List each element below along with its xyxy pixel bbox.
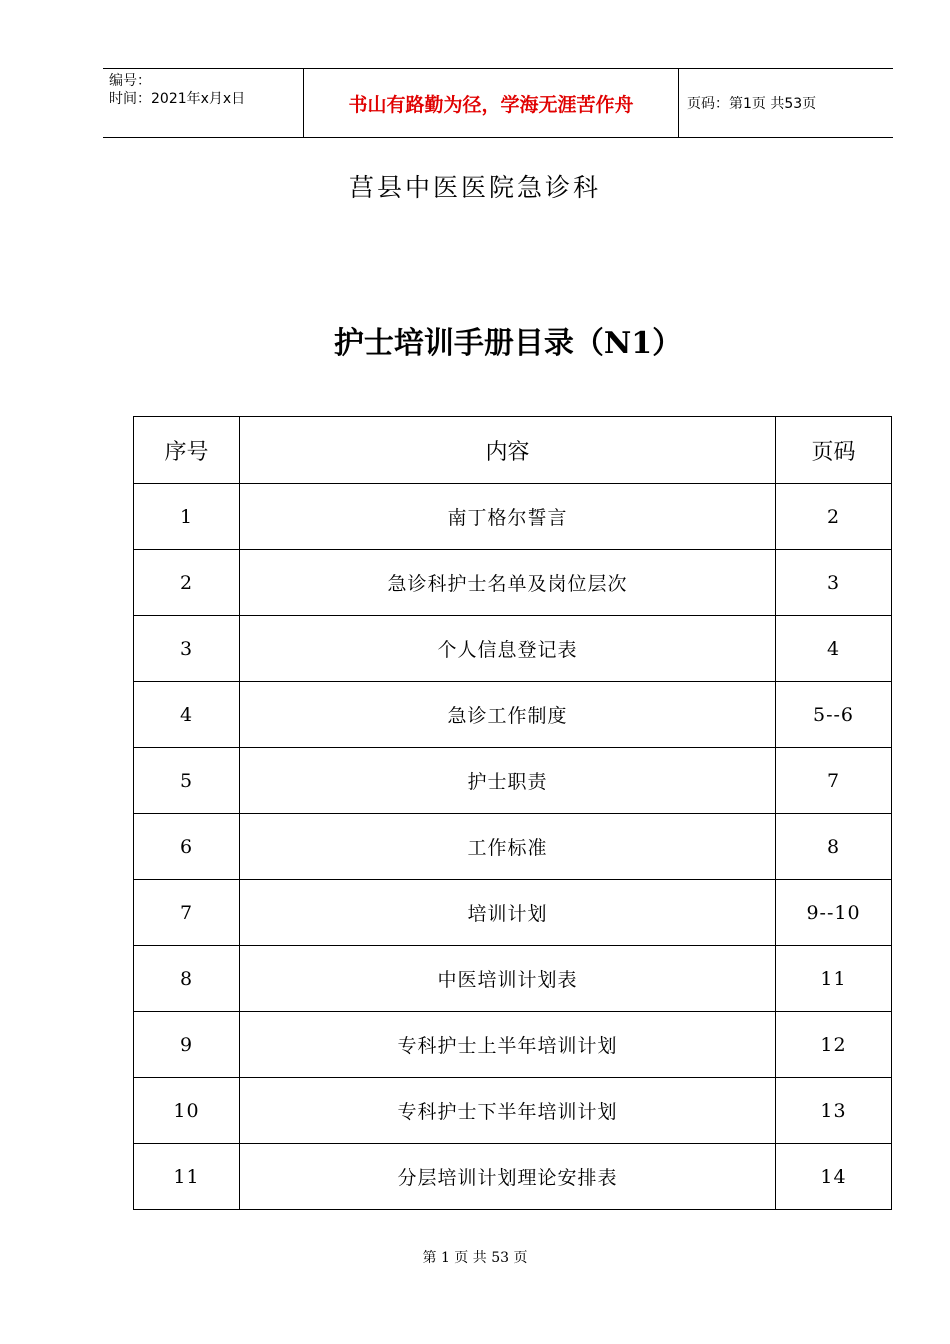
row-page: 5--6 <box>776 682 892 748</box>
row-number: 11 <box>134 1144 240 1210</box>
row-page: 9--10 <box>776 880 892 946</box>
header-number-label: 编号： <box>109 73 151 89</box>
table-row <box>134 682 892 748</box>
row-number: 9 <box>134 1012 240 1078</box>
row-page: 2 <box>776 484 892 550</box>
row-content: 南丁格尔誓言 <box>240 484 776 550</box>
table-row <box>134 946 892 1012</box>
row-number: 10 <box>134 1078 240 1144</box>
table-row <box>134 748 892 814</box>
column-header-number: 序号 <box>134 417 240 484</box>
row-content: 培训计划 <box>240 880 776 946</box>
row-content: 中医培训计划表 <box>240 946 776 1012</box>
row-page: 14 <box>776 1144 892 1210</box>
row-page: 7 <box>776 748 892 814</box>
row-number: 7 <box>134 880 240 946</box>
table-row <box>134 484 892 550</box>
header-motto: 书山有路勤为径，学海无涯苦作舟 <box>348 93 634 116</box>
row-number: 8 <box>134 946 240 1012</box>
row-number: 4 <box>134 682 240 748</box>
table-row <box>134 1078 892 1144</box>
table-row <box>134 616 892 682</box>
header-divider <box>678 69 679 137</box>
table-row <box>134 1012 892 1078</box>
row-content: 专科护士下半年培训计划 <box>240 1078 776 1144</box>
row-content: 个人信息登记表 <box>240 616 776 682</box>
table-row <box>134 1144 892 1210</box>
toc-table <box>133 416 892 1210</box>
header-time-label: 时间：2021年x月x日 <box>109 91 246 107</box>
table-row <box>134 550 892 616</box>
row-page: 12 <box>776 1012 892 1078</box>
toc-header-row <box>134 417 892 484</box>
page-footer: 第 1 页 共 53 页 <box>422 1250 528 1266</box>
row-content: 工作标准 <box>240 814 776 880</box>
row-page: 4 <box>776 616 892 682</box>
row-number: 5 <box>134 748 240 814</box>
row-page: 11 <box>776 946 892 1012</box>
document-title: 护士培训手册目录（N1） <box>333 326 683 361</box>
row-content: 分层培训计划理论安排表 <box>240 1144 776 1210</box>
row-content: 急诊科护士名单及岗位层次 <box>240 550 776 616</box>
row-page: 13 <box>776 1078 892 1144</box>
row-number: 6 <box>134 814 240 880</box>
page-header <box>103 68 893 138</box>
header-page-info: 页码：第1页 共53页 <box>687 96 817 112</box>
table-row <box>134 880 892 946</box>
row-number: 3 <box>134 616 240 682</box>
column-header-content: 内容 <box>240 417 776 484</box>
organization-name: 莒县中医医院急诊科 <box>348 173 601 202</box>
row-page: 3 <box>776 550 892 616</box>
row-page: 8 <box>776 814 892 880</box>
row-content: 专科护士上半年培训计划 <box>240 1012 776 1078</box>
table-row <box>134 814 892 880</box>
row-number: 1 <box>134 484 240 550</box>
row-content: 护士职责 <box>240 748 776 814</box>
column-header-page: 页码 <box>776 417 892 484</box>
row-content: 急诊工作制度 <box>240 682 776 748</box>
row-number: 2 <box>134 550 240 616</box>
header-meta <box>109 72 305 108</box>
